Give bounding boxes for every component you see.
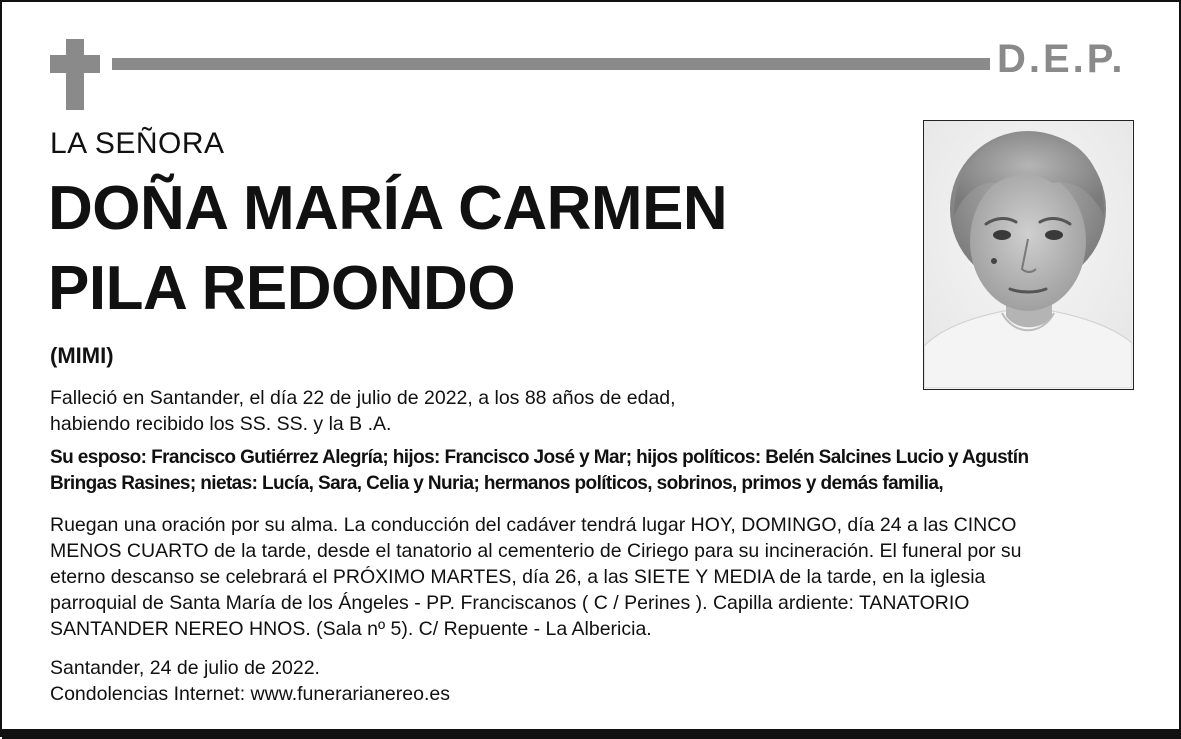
family-line: Bringas Rasines; nietas: Lucía, Sara, Celia y Nuria; hermanos políticos, sobrinos, primos y demás familia, bbox=[50, 473, 944, 494]
ceremony-details bbox=[50, 512, 1140, 642]
cross-icon-bar bbox=[50, 55, 100, 73]
pretitle: LA SEÑORA bbox=[50, 127, 225, 160]
deceased-nickname: (MIMI) bbox=[50, 343, 114, 368]
death-notice bbox=[50, 385, 770, 437]
deceased-name-line-2: PILA REDONDO bbox=[48, 254, 516, 323]
death-notice-line: habiendo recibido los SS. SS. y la B .A. bbox=[50, 413, 392, 435]
deceased-name-line-1: DOÑA MARÍA CARMEN bbox=[48, 174, 728, 243]
cross-icon bbox=[66, 39, 84, 110]
bottom-rule bbox=[2, 729, 1181, 739]
closing bbox=[50, 655, 770, 707]
closing-date: Santander, 24 de julio de 2022. bbox=[50, 657, 320, 679]
ceremony-line: Ruegan una oración por su alma. La conducción del cadáver tendrá lugar HOY, DOMINGO, día 24 a las CINCO bbox=[50, 514, 1017, 536]
death-notice-line: Falleció en Santander, el día 22 de julio de 2022, a los 88 años de edad, bbox=[50, 387, 676, 409]
condolences-link[interactable]: Condolencias Internet: www.funerarianereo.es bbox=[50, 683, 450, 705]
header-rule bbox=[112, 58, 990, 70]
portrait-photo bbox=[923, 120, 1134, 390]
ceremony-line: eterno descanso se celebrará el PRÓXIMO MARTES, día 26, a las SIETE Y MEDIA de la tarde, en la iglesia bbox=[50, 566, 986, 588]
family-line: Su esposo: Francisco Gutiérrez Alegría; hijos: Francisco José y Mar; hijos políticos: Belén Salcines Lucio y Agustín bbox=[50, 447, 1029, 468]
dep-label: D.E.P. bbox=[997, 37, 1126, 81]
family-list bbox=[50, 445, 1160, 497]
ceremony-line: parroquial de Santa María de los Ángeles - PP. Franciscanos ( C / Perines ). Capilla ardiente: TANATORIO bbox=[50, 592, 970, 614]
ceremony-line: MENOS CUARTO de la tarde, desde el tanatorio al cementerio de Ciriego para su incineración. El funeral por su bbox=[50, 540, 1022, 562]
ceremony-line: SANTANDER NEREO HNOS. (Sala nº 5). C/ Repuente - La Albericia. bbox=[50, 618, 652, 640]
